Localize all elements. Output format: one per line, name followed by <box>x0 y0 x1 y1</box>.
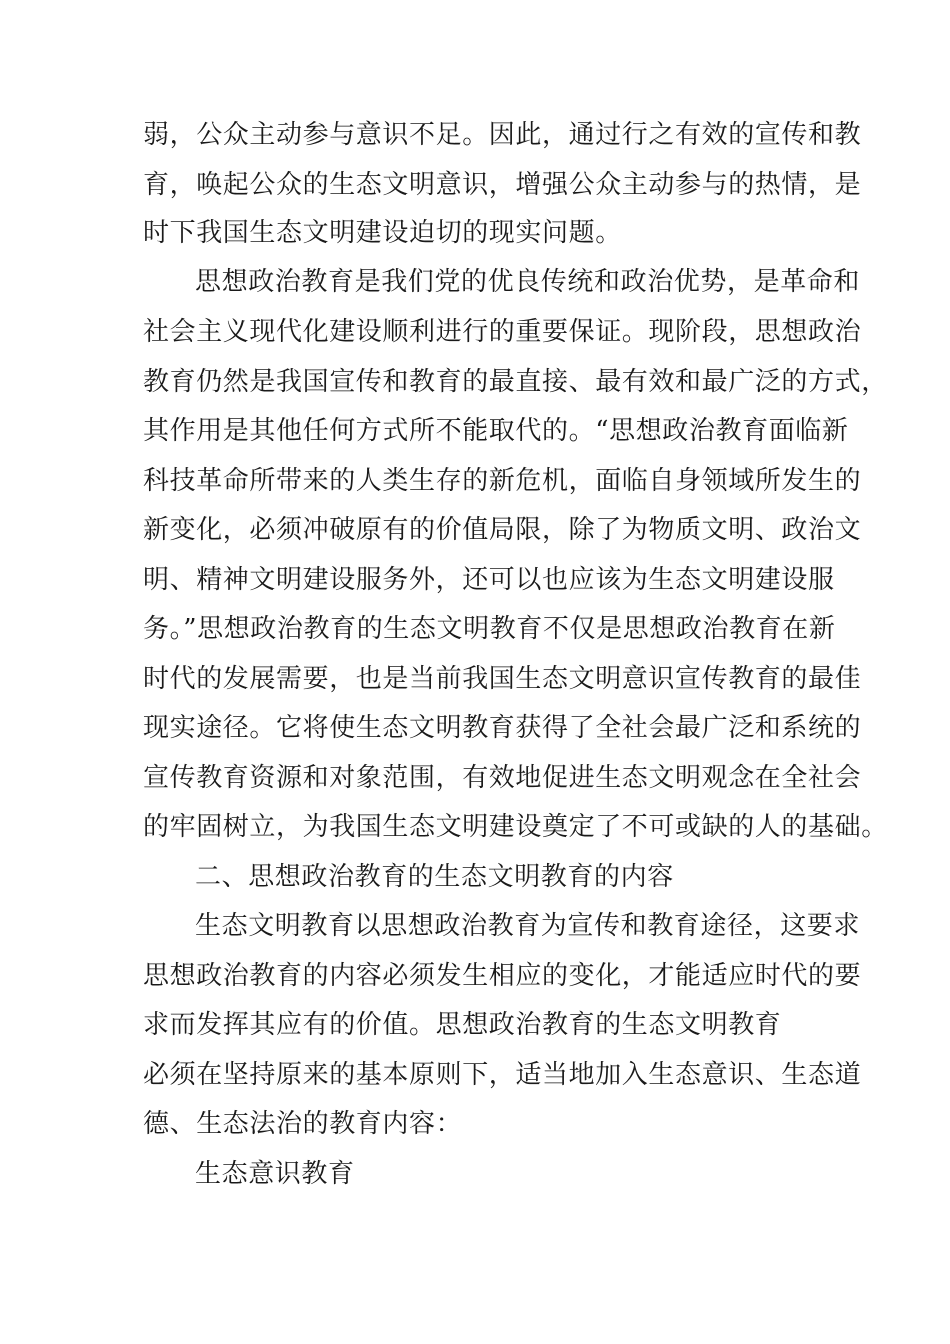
text-line: 其作用是其他任何方式所不能取代的。“思想政治教育面临新 <box>143 416 849 446</box>
text-line: 宣传教育资源和对象范围，有效地促进生态文明观念在全社会 <box>143 763 862 793</box>
text-line: 时下我国生态文明建设迫切的现实问题。 <box>143 218 622 248</box>
text-line: 育，唤起公众的生态文明意识，增强公众主动参与的热情，是 <box>143 170 862 200</box>
paragraph-start-line: 思想政治教育是我们党的优良传统和政治优势，是革命和 <box>195 267 861 297</box>
paragraph-start-line: 生态文明教育以思想政治教育为宣传和教育途径，这要求 <box>195 911 861 941</box>
text-line: 的牢固树立，为我国生态文明建设奠定了不可或缺的人的基础。 <box>143 812 888 842</box>
text-line: 德、生态法治的教育内容： <box>143 1109 463 1139</box>
text-line: 思想政治教育的内容必须发生相应的变化，才能适应时代的要 <box>143 961 862 991</box>
text-line: 必须在坚持原来的基本原则下，适当地加入生态意识、生态道 <box>143 1060 862 1090</box>
text-line: 社会主义现代化建设顺利进行的重要保证。现阶段，思想政治 <box>143 317 862 347</box>
text-line: 明、精神文明建设服务外，还可以也应该为生态文明建设服 <box>143 565 835 595</box>
text-line: 教育仍然是我国宣传和教育的最直接、最有效和最广泛的方式， <box>143 367 888 397</box>
text-line: 务。”思想政治教育的生态文明教育不仅是思想政治教育在新 <box>143 614 836 644</box>
section-heading: 二、思想政治教育的生态文明教育的内容 <box>195 862 674 892</box>
text-line: 新变化，必须冲破原有的价值局限，除了为物质文明、政治文 <box>143 515 862 545</box>
text-line: 弱，公众主动参与意识不足。因此，通过行之有效的宣传和教 <box>143 120 862 150</box>
text-line: 时代的发展需要，也是当前我国生态文明意识宣传教育的最佳 <box>143 664 862 694</box>
text-line: 求而发挥其应有的价值。思想政治教育的生态文明教育 <box>143 1010 782 1040</box>
subsection-heading: 生态意识教育 <box>195 1159 355 1189</box>
text-line: 现实途径。它将使生态文明教育获得了全社会最广泛和系统的 <box>143 713 862 743</box>
text-line: 科技革命所带来的人类生存的新危机，面临自身领域所发生的 <box>143 466 862 496</box>
